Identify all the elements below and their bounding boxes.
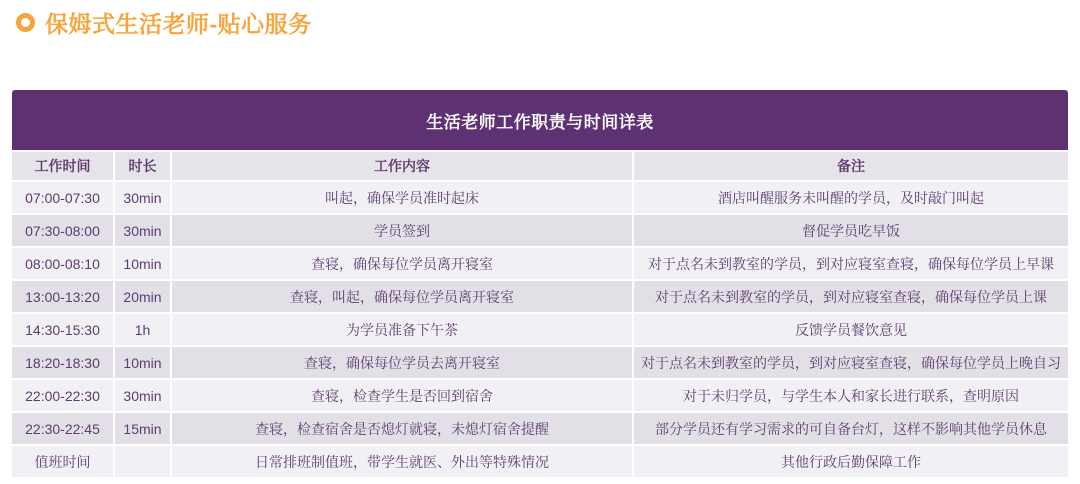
table-title: 生活老师工作职责与时间详表 bbox=[12, 90, 1068, 150]
cell-content: 查寝，检查宿舍是否熄灯就寝，未熄灯宿舍提醒 bbox=[172, 413, 632, 444]
cell-duration: 10min bbox=[115, 347, 170, 378]
cell-duration: 1h bbox=[115, 314, 170, 345]
cell-content: 学员签到 bbox=[172, 215, 632, 246]
cell-notes: 对于未归学员，与学生本人和家长进行联系，查明原因 bbox=[634, 380, 1068, 411]
cell-work-time: 13:00-13:20 bbox=[12, 281, 113, 312]
table-row bbox=[12, 446, 1068, 477]
table-body bbox=[12, 182, 1068, 477]
cell-duration: 30min bbox=[115, 215, 170, 246]
column-header-work-time: 工作时间 bbox=[12, 152, 113, 180]
column-header-notes: 备注 bbox=[634, 152, 1068, 180]
column-header-duration: 时长 bbox=[115, 152, 170, 180]
table-row bbox=[12, 314, 1068, 345]
cell-work-time: 14:30-15:30 bbox=[12, 314, 113, 345]
cell-notes: 反馈学员餐饮意见 bbox=[634, 314, 1068, 345]
cell-notes: 对于点名未到教室的学员，到对应寝室查寝，确保每位学员上晚自习 bbox=[634, 347, 1068, 378]
cell-duration: 15min bbox=[115, 413, 170, 444]
cell-notes: 督促学员吃早饭 bbox=[634, 215, 1068, 246]
table-row bbox=[12, 281, 1068, 312]
table-row bbox=[12, 413, 1068, 444]
table-row bbox=[12, 380, 1068, 411]
cell-content: 查寝，叫起，确保每位学员离开寝室 bbox=[172, 281, 632, 312]
cell-content: 为学员准备下午茶 bbox=[172, 314, 632, 345]
cell-notes: 对于点名未到教室的学员，到对应寝室查寝，确保每位学员上课 bbox=[634, 281, 1068, 312]
cell-content: 查寝，确保每位学员去离开寝室 bbox=[172, 347, 632, 378]
cell-content: 日常排班制值班，带学生就医、外出等特殊情况 bbox=[172, 446, 632, 477]
cell-content: 查寝，确保每位学员离开寝室 bbox=[172, 248, 632, 279]
cell-work-time: 22:30-22:45 bbox=[12, 413, 113, 444]
cell-duration: 30min bbox=[115, 380, 170, 411]
cell-work-time: 07:30-08:00 bbox=[12, 215, 113, 246]
table-row bbox=[12, 182, 1068, 213]
table-row bbox=[12, 248, 1068, 279]
cell-content: 叫起，确保学员准时起床 bbox=[172, 182, 632, 213]
cell-notes: 对于点名未到教室的学员，到对应寝室查寝，确保每位学员上早课 bbox=[634, 248, 1068, 279]
cell-content: 查寝，检查学生是否回到宿舍 bbox=[172, 380, 632, 411]
table-row bbox=[12, 347, 1068, 378]
circle-bullet-icon bbox=[16, 13, 35, 32]
cell-work-time: 值班时间 bbox=[12, 446, 113, 477]
cell-work-time: 08:00-08:10 bbox=[12, 248, 113, 279]
cell-work-time: 07:00-07:30 bbox=[12, 182, 113, 213]
page-title-text: 保姆式生活老师-贴心服务 bbox=[45, 11, 312, 37]
table-header-row bbox=[12, 152, 1068, 180]
cell-notes: 酒店叫醒服务未叫醒的学员，及时敲门叫起 bbox=[634, 182, 1068, 213]
table-row bbox=[12, 215, 1068, 246]
cell-duration: 10min bbox=[115, 248, 170, 279]
cell-duration bbox=[115, 446, 170, 477]
cell-duration: 20min bbox=[115, 281, 170, 312]
duty-schedule-table bbox=[12, 90, 1068, 479]
cell-notes: 其他行政后勤保障工作 bbox=[634, 446, 1068, 477]
page-title bbox=[16, 6, 312, 39]
cell-work-time: 22:00-22:30 bbox=[12, 380, 113, 411]
cell-work-time: 18:20-18:30 bbox=[12, 347, 113, 378]
column-header-content: 工作内容 bbox=[172, 152, 632, 180]
cell-notes: 部分学员还有学习需求的可自备台灯，这样不影响其他学员休息 bbox=[634, 413, 1068, 444]
cell-duration: 30min bbox=[115, 182, 170, 213]
